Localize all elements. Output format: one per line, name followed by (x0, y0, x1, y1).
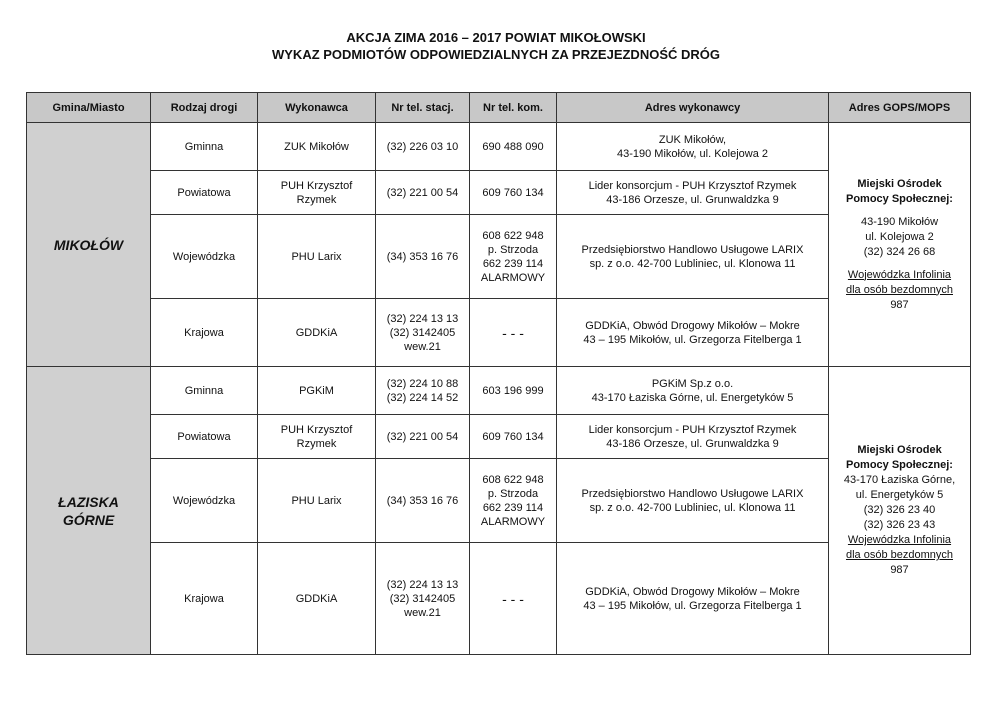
road-type-cell: Wojewódzka (151, 459, 258, 543)
contractor-cell: PGKiM (258, 367, 376, 415)
infolinia-number: 987 (890, 564, 909, 576)
table-header-row (27, 93, 971, 123)
landline-cell: (32) 221 00 54 (376, 415, 470, 459)
gmina-name-mikolow: MIKOŁÓW (27, 123, 151, 367)
contractor-address-cell: Lider konsorcjum - PUH Krzysztof Rzymek 43-186 Orzesze, ul. Grunwaldzka 9 (557, 171, 829, 215)
infolinia-label: Wojewódzka Infolinia dla osób bezdomnych (845, 268, 953, 296)
gops-name: Miejski Ośrodek Pomocy Społecznej: (846, 444, 953, 471)
gops-address: 43-190 Mikołów ul. Kolejowa 2 (32) 324 26 68 (860, 215, 939, 258)
road-type-cell: Krajowa (151, 543, 258, 655)
mobile-cell: 603 196 999 (470, 367, 557, 415)
contractor-address-cell: ZUK Mikołów, 43-190 Mikołów, ul. Kolejowa 2 (557, 123, 829, 171)
contractor-address-cell: Przedsiębiorstwo Handlowo Usługowe LARIX sp. z o.o. 42-700 Lubliniec, ul. Klonowa 11 (557, 215, 829, 299)
contractor-cell: ZUK Mikołów (258, 123, 376, 171)
contractor-cell: GDDKiA (258, 543, 376, 655)
roads-table (26, 92, 971, 655)
gops-cell-mikolow (829, 123, 971, 367)
contractor-cell: PHU Larix (258, 459, 376, 543)
road-type-cell: Krajowa (151, 299, 258, 367)
landline-cell: (34) 353 16 76 (376, 459, 470, 543)
infolinia-label: Wojewódzka Infolinia dla osób bezdomnych (845, 534, 953, 561)
header-contractor: Wykonawca (258, 93, 376, 123)
landline-cell: (32) 221 00 54 (376, 171, 470, 215)
landline-cell: (32) 224 13 13 (32) 3142405 wew.21 (376, 543, 470, 655)
gops-address: 43-170 Łaziska Górne, ul. Energetyków 5 (32) 326 23 40 (32) 326 23 43 (843, 474, 956, 531)
contractor-cell: PUH Krzysztof Rzymek (258, 415, 376, 459)
mobile-cell: - - - (470, 543, 557, 655)
mobile-cell: 608 622 948 p. Strzoda 662 239 114 ALARMOWY (470, 215, 557, 299)
contractor-cell: PHU Larix (258, 215, 376, 299)
road-type-cell: Gminna (151, 123, 258, 171)
landline-cell: (32) 224 13 13 (32) 3142405 wew.21 (376, 299, 470, 367)
mobile-cell: - - - (470, 299, 557, 367)
mobile-cell: 609 760 134 (470, 415, 557, 459)
landline-cell: (32) 224 10 88 (32) 224 14 52 (376, 367, 470, 415)
mobile-cell: 609 760 134 (470, 171, 557, 215)
contractor-cell: PUH Krzysztof Rzymek (258, 171, 376, 215)
road-type-cell: Powiatowa (151, 171, 258, 215)
document-title (0, 29, 992, 63)
header-landline: Nr tel. stacj. (376, 93, 470, 123)
landline-cell: (34) 353 16 76 (376, 215, 470, 299)
title-line-1: AKCJA ZIMA 2016 – 2017 POWIAT MIKOŁOWSKI (346, 30, 646, 45)
header-gmina: Gmina/Miasto (27, 93, 151, 123)
gops-name: Miejski Ośrodek Pomocy Społecznej: (846, 177, 953, 205)
mobile-cell: 608 622 948 p. Strzoda 662 239 114 ALARMOWY (470, 459, 557, 543)
table-row (27, 123, 971, 171)
road-type-cell: Gminna (151, 367, 258, 415)
title-line-2: WYKAZ PODMIOTÓW ODPOWIEDZIALNYCH ZA PRZEJEZDNOŚĆ DRÓG (271, 47, 720, 62)
contractor-address-cell: GDDKiA, Obwód Drogowy Mikołów – Mokre 43 – 195 Mikołów, ul. Grzegorza Fitelberga 1 (557, 299, 829, 367)
infolinia-number: 987 (890, 298, 909, 311)
contractor-address-cell: Przedsiębiorstwo Handlowo Usługowe LARIX sp. z o.o. 42-700 Lubliniec, ul. Klonowa 11 (557, 459, 829, 543)
gmina-name-laziska-gorne: ŁAZISKA GÓRNE (27, 367, 151, 655)
gops-cell-laziska-gorne (829, 367, 971, 655)
road-type-cell: Powiatowa (151, 415, 258, 459)
road-type-cell: Wojewódzka (151, 215, 258, 299)
header-contractor-address: Adres wykonawcy (557, 93, 829, 123)
contractor-address-cell: PGKiM Sp.z o.o. 43-170 Łaziska Górne, ul. Energetyków 5 (557, 367, 829, 415)
landline-cell: (32) 226 03 10 (376, 123, 470, 171)
header-gops-address: Adres GOPS/MOPS (829, 93, 971, 123)
table-row (27, 367, 971, 415)
contractor-address-cell: GDDKiA, Obwód Drogowy Mikołów – Mokre 43 – 195 Mikołów, ul. Grzegorza Fitelberga 1 (557, 543, 829, 655)
contractor-address-cell: Lider konsorcjum - PUH Krzysztof Rzymek 43-186 Orzesze, ul. Grunwaldzka 9 (557, 415, 829, 459)
header-mobile: Nr tel. kom. (470, 93, 557, 123)
header-road-type: Rodzaj drogi (151, 93, 258, 123)
contractor-cell: GDDKiA (258, 299, 376, 367)
mobile-cell: 690 488 090 (470, 123, 557, 171)
